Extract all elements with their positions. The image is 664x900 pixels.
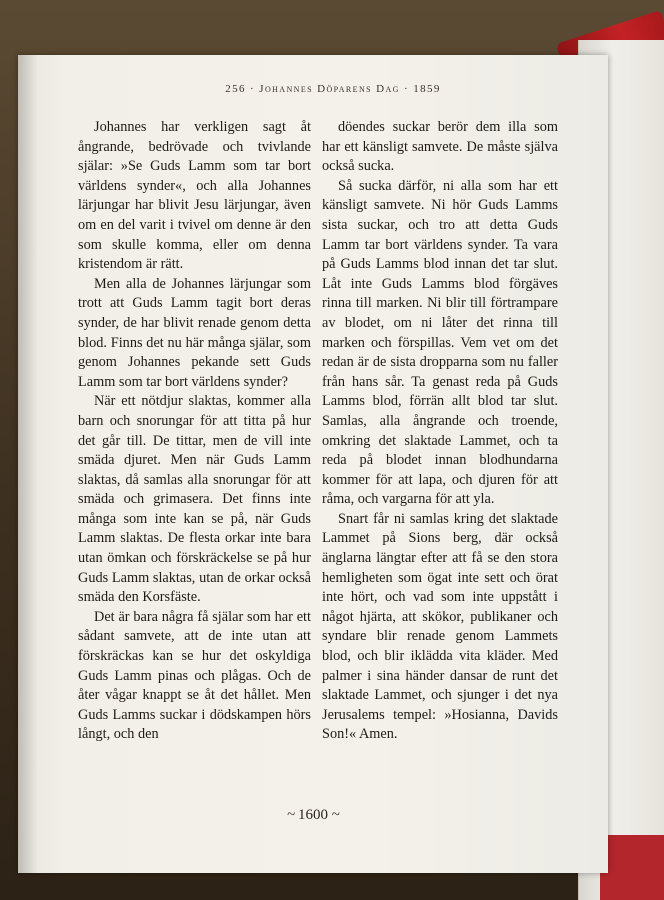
running-head: 256 · Johannes Döparens Dag · 1859 xyxy=(225,83,441,95)
paragraph: När ett nötdjur slaktas, kommer alla barn och snorungar för att titta på hur det går till. De tittar, men de vill inte smäda djuret. Men när Guds Lamm slaktas, då samlas alla snorungar för att smäda och grimasera. Det finns inte många som inte kan se på, när Guds Lamm slaktas. De flesta orkar inte bara utan ömkan och förskräckelse se på hur Guds Lamm slaktas, utan de orkar också smäda den Korsfäste. xyxy=(78,393,311,606)
right-text-column xyxy=(322,118,558,745)
folio-ornament-left: ~ xyxy=(287,807,295,823)
paragraph: Men alla de Johannes lärjungar som trott att Guds Lamm tagit bort deras synder, de har blivit renade genom detta blod. Finns det nu här många själar, som genom Johannes pekande sett Guds Lamm som tar bort världens synder? xyxy=(78,275,311,390)
paragraph: Så sucka därför, ni alla som har ett känsligt samvete. Ni hör Guds Lamms sista suckar, och tro att detta Guds Lamm tar bort världens synder. Ta vara på Guds Lamms blod innan det tar slut. Låt inte Guds Lamms blod förgäves rinna till marken. Ni blir till förtrampare av blodet, om ni låter det rinna till marken och förspillas. Vem vet om det redan är de sista dropparna som nu faller från hans sår. Ta genast reda på Guds Lamms blod, förrän allt blod tar slut. Samlas, alla ångrande och troende, omkring det slaktade Lammet, och ta reda på blodet innan blodhundarna kommer för att lapa, och djuren för att råma, och vargarna för att yla. xyxy=(322,177,558,508)
book-cover-edge xyxy=(600,835,664,900)
paragraph: döendes suckar berör dem illa som har ett känsligt samvete. De måste själva också sucka. xyxy=(322,119,558,175)
gutter-shadow xyxy=(18,55,38,873)
folio-ornament-right: ~ xyxy=(331,807,339,823)
paragraph: Snart får ni samlas kring det slaktade Lammet på Sions berg, där också änglarna längtar efter att få se den stora hemligheten som ögat inte sett och örat inte hört, och vad som inte uppstått i något hjärta, att skökor, publikaner och syndare blir renade genom Lammets blod, och blir iklädda vita kläder. Med palmer i sina händer dansar de runt det slaktade Lammet, och sjunger i det nya Jerusalems tempel: »Hosianna, Davids Son!« Amen. xyxy=(322,510,558,743)
book-page xyxy=(18,55,608,873)
page-number xyxy=(18,807,608,824)
paragraph: Det är bara några få själar som har ett sådant samvete, att de inte utan att förskräckas kan se hur det oskyldiga Guds Lamm pinas och plågas. Och de åter vågar knappt se åt det hållet. Men Guds Lamms suckar i dödskampen hörs långt, och den xyxy=(78,608,311,743)
left-text-column xyxy=(78,118,311,745)
folio-number: 1600 xyxy=(298,807,328,823)
paragraph: Johannes har verkligen sagt åt ångrande, bedrövade och tvivlande själar: »Se Guds Lamm som tar bort världens synder«, och alla Johannes lärjungar har blivit Jesu lärjungar, även om en del varit i tvivel om denne är den som skulle komma, eller om denna kristendom är rätt. xyxy=(78,119,311,273)
